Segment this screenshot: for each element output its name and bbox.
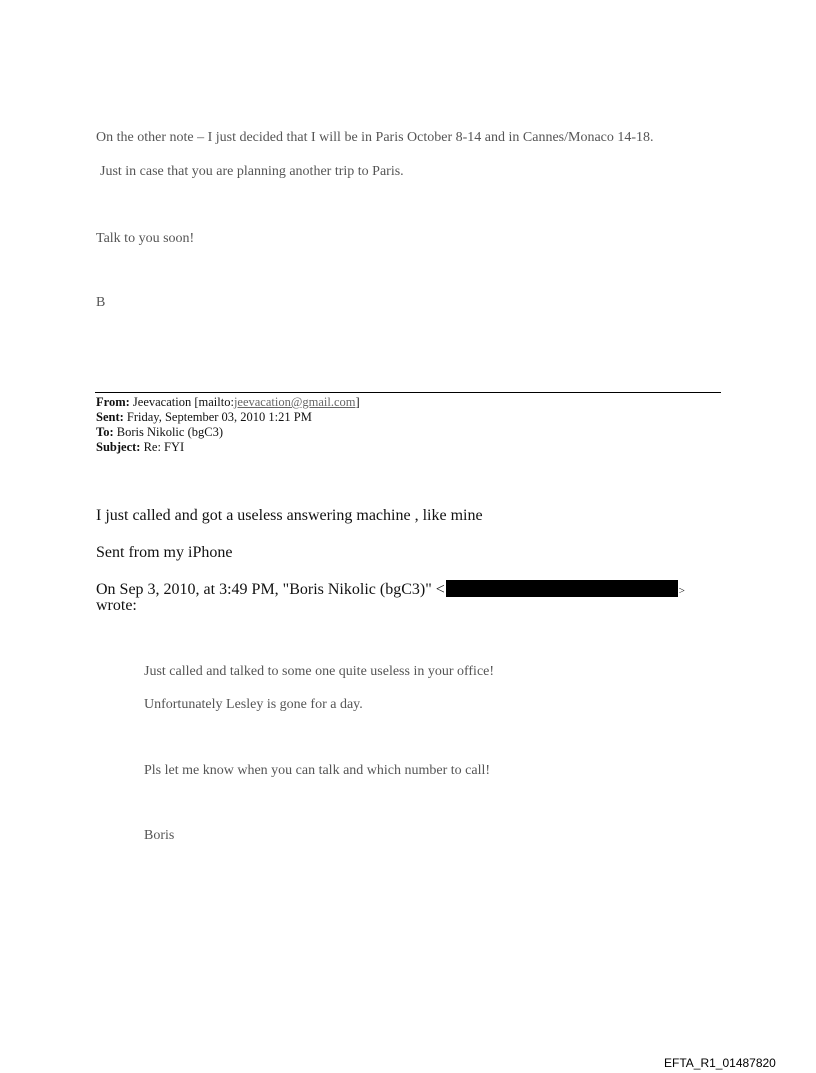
from-name: Jeevacation [mailto:	[132, 395, 234, 409]
subject-label: Subject:	[96, 440, 141, 454]
to-value: Boris Nikolic (bgC3)	[116, 425, 223, 439]
subject-row	[96, 440, 360, 455]
quoted-signoff: Boris	[144, 828, 175, 843]
body-signoff: B	[96, 295, 106, 310]
body-line-3: Talk to you soon!	[96, 231, 195, 246]
reply-line-2: Sent from my iPhone	[96, 544, 233, 561]
body-line-2: Just in case that you are planning another trip to Paris.	[100, 164, 404, 179]
header-divider	[95, 392, 721, 393]
subject-value: Re: FYI	[143, 440, 185, 454]
from-email-link[interactable]: jeevacation@gmail.com	[233, 395, 356, 409]
attribution-end: >	[678, 585, 685, 597]
quoted-line-2: Unfortunately Lesley is gone for a day.	[144, 697, 363, 712]
attribution-start: On Sep 3, 2010, at 3:49 PM, "Boris Nikolic (bgC3)" <	[96, 581, 445, 598]
bates-number: EFTA_R1_01487820	[664, 1056, 776, 1070]
to-label: To:	[96, 425, 114, 439]
reply-wrote: wrote:	[96, 597, 137, 614]
body-line-1: On the other note – I just decided that I will be in Paris October 8-14 and in Cannes/Monaco 14-18.	[96, 130, 654, 145]
reply-attribution	[96, 580, 685, 599]
sent-value: Friday, September 03, 2010 1:21 PM	[126, 410, 312, 424]
reply-line-1: I just called and got a useless answering machine , like mine	[96, 507, 483, 524]
email-header	[96, 395, 360, 455]
to-row	[96, 425, 360, 440]
sent-label: Sent:	[96, 410, 124, 424]
from-close: ]	[355, 395, 360, 409]
from-row	[96, 395, 360, 410]
from-label: From:	[96, 395, 130, 409]
quoted-line-3: Pls let me know when you can talk and which number to call!	[144, 763, 491, 778]
redaction-block	[446, 580, 678, 597]
quoted-line-1: Just called and talked to some one quite useless in your office!	[144, 664, 495, 679]
sent-row	[96, 410, 360, 425]
